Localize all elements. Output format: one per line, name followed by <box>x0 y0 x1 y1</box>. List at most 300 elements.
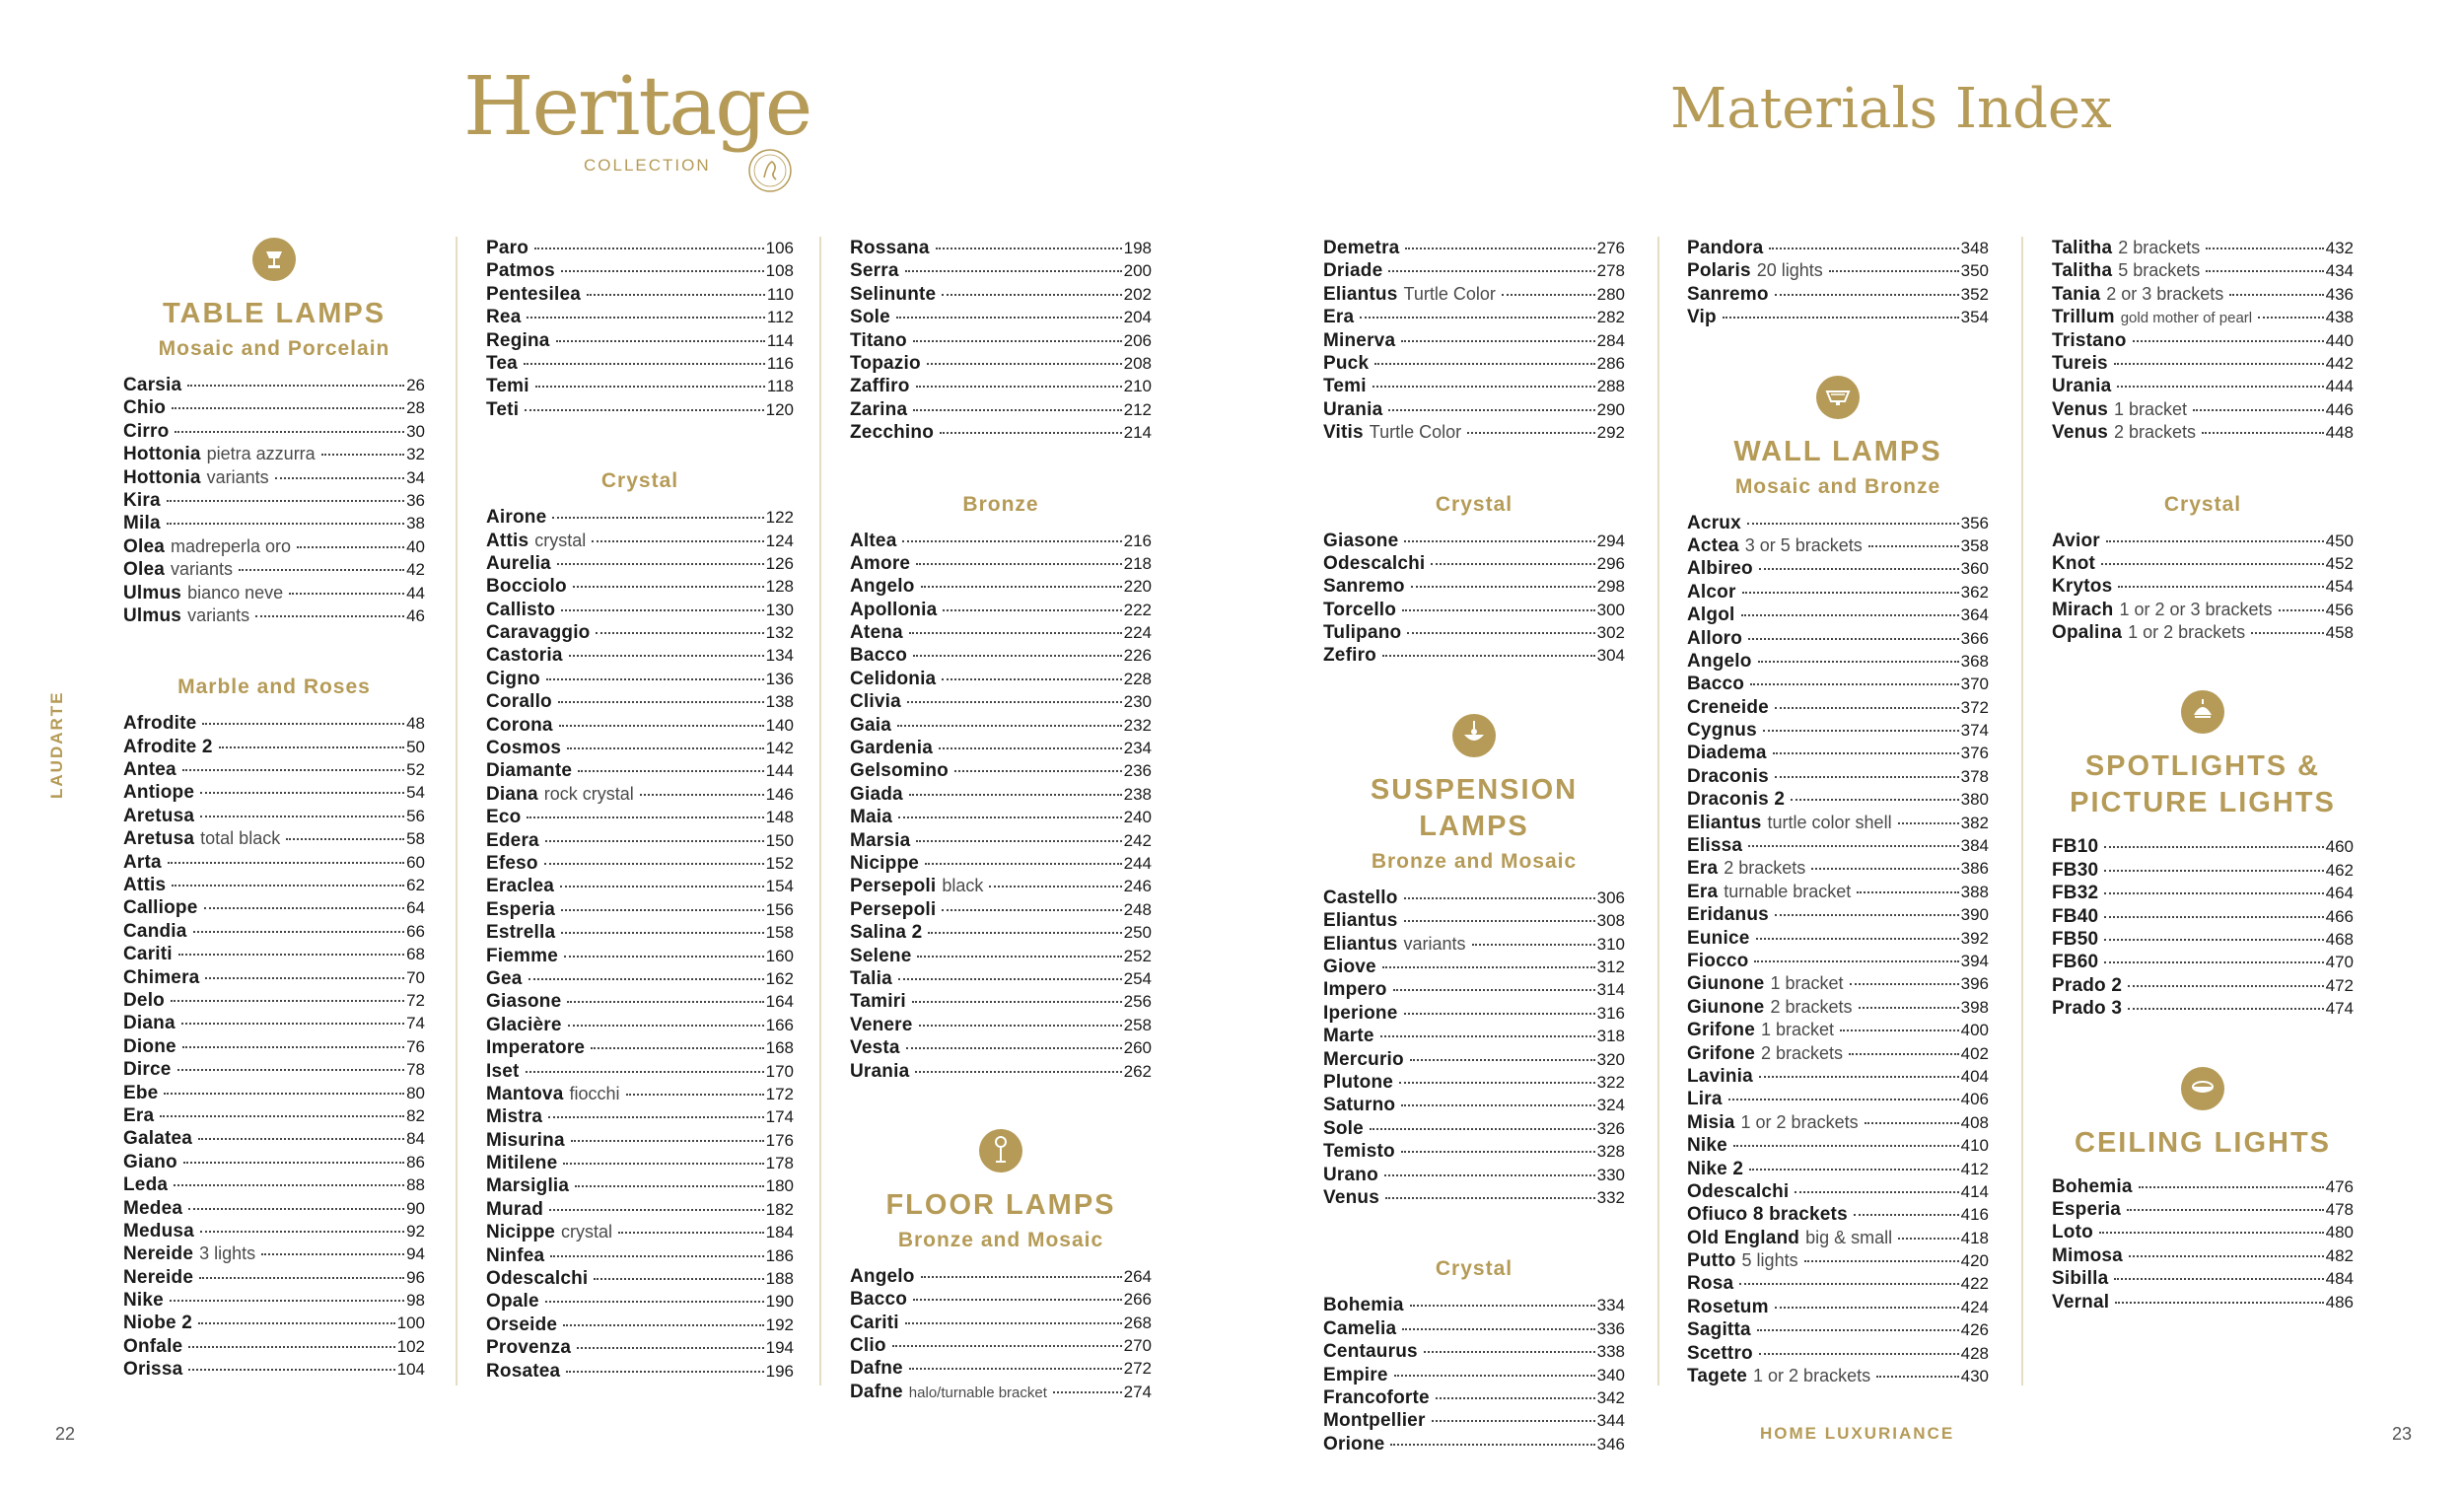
index-entry[interactable] <box>850 690 1152 713</box>
index-entry[interactable] <box>850 1334 1152 1357</box>
index-entry[interactable] <box>486 1060 794 1083</box>
index-entry[interactable] <box>850 530 1152 552</box>
product-name: Torcello <box>1323 599 1397 620</box>
index-entry[interactable] <box>2052 575 2354 598</box>
index-entry[interactable] <box>1687 857 1989 880</box>
index-entry[interactable] <box>123 1220 425 1242</box>
index-entry[interactable] <box>486 668 794 690</box>
index-entry[interactable] <box>2052 1175 2354 1198</box>
index-entry[interactable] <box>1687 1042 1989 1065</box>
index-entry[interactable] <box>1687 996 1989 1019</box>
index-entry[interactable] <box>123 443 425 465</box>
index-entry[interactable] <box>1323 398 1625 421</box>
index-entry[interactable] <box>1687 927 1989 950</box>
index-entry[interactable] <box>850 875 1152 897</box>
index-entry[interactable] <box>1687 1272 1989 1295</box>
index-entry[interactable] <box>1323 1025 1625 1047</box>
index-entry[interactable] <box>486 398 794 421</box>
dot-leader <box>915 1071 1121 1073</box>
index-entry[interactable] <box>123 1289 425 1312</box>
index-entry[interactable] <box>123 781 425 804</box>
index-entry[interactable] <box>123 1242 425 1265</box>
index-entry[interactable] <box>486 1152 794 1174</box>
index-entry[interactable] <box>486 852 794 875</box>
product-name: Dafne <box>850 1381 903 1402</box>
index-entry[interactable] <box>850 375 1152 397</box>
page-ref: 96 <box>406 1267 425 1287</box>
index-entry[interactable] <box>123 420 425 443</box>
index-entry[interactable] <box>1687 1019 1989 1041</box>
index-entry[interactable] <box>850 306 1152 328</box>
index-entry[interactable] <box>123 604 425 627</box>
index-entry[interactable] <box>123 1127 425 1150</box>
index-entry[interactable] <box>850 783 1152 806</box>
index-entry[interactable] <box>1687 950 1989 972</box>
product-name: Tureis <box>2052 352 2108 374</box>
dot-leader <box>2104 916 2323 918</box>
index-entry[interactable] <box>2052 237 2354 259</box>
index-entry[interactable] <box>850 737 1152 759</box>
product-name: Sibilla <box>2052 1268 2109 1290</box>
index-entry[interactable] <box>123 1312 425 1334</box>
index-entry[interactable] <box>850 421 1152 444</box>
product-name: Glacière <box>486 1014 562 1035</box>
index-entry[interactable] <box>850 398 1152 421</box>
product-name: Dafne <box>850 1358 903 1380</box>
product-name: Demetra <box>1323 238 1400 258</box>
index-entry[interactable] <box>1323 530 1625 552</box>
index-entry[interactable] <box>123 1082 425 1104</box>
dot-leader <box>1380 1035 1595 1037</box>
index-entry[interactable] <box>1687 1342 1989 1365</box>
index-entry[interactable] <box>486 552 794 575</box>
dot-leader <box>1384 1174 1595 1176</box>
index-entry[interactable] <box>2052 1244 2354 1267</box>
product-name: FB50 <box>2052 929 2099 951</box>
index-entry[interactable] <box>123 1335 425 1358</box>
product-name: Mimosa <box>2052 1244 2123 1266</box>
index-entry[interactable] <box>1323 352 1625 375</box>
index-entry[interactable] <box>123 558 425 581</box>
index-entry[interactable] <box>486 945 794 967</box>
index-entry[interactable] <box>1323 1094 1625 1116</box>
index-entry[interactable] <box>486 806 794 828</box>
index-section <box>1323 237 1625 445</box>
index-entry[interactable] <box>1687 259 1989 282</box>
index-entry[interactable] <box>486 1336 794 1359</box>
index-entry[interactable] <box>123 851 425 874</box>
index-entry[interactable] <box>2052 329 2354 352</box>
index-entry[interactable] <box>486 1221 794 1243</box>
index-entry[interactable] <box>850 329 1152 352</box>
index-entry[interactable] <box>2052 997 2354 1020</box>
index-entry[interactable] <box>850 575 1152 598</box>
product-variant: fiocchi <box>569 1083 620 1103</box>
index-entry[interactable] <box>123 396 425 419</box>
index-entry[interactable] <box>1323 329 1625 352</box>
index-entry[interactable] <box>2052 283 2354 306</box>
index-entry[interactable] <box>850 283 1152 306</box>
index-entry[interactable] <box>850 1312 1152 1334</box>
index-entry[interactable] <box>1687 1065 1989 1088</box>
index-entry[interactable] <box>2052 398 2354 421</box>
index-entry[interactable] <box>486 759 794 782</box>
dot-leader <box>2101 563 2324 565</box>
index-entry[interactable] <box>123 805 425 827</box>
index-entry[interactable] <box>2052 882 2354 904</box>
index-entry[interactable] <box>486 375 794 397</box>
index-entry[interactable] <box>1687 765 1989 788</box>
index-entry[interactable] <box>486 352 794 375</box>
index-entry[interactable] <box>1687 534 1989 557</box>
product-name: FB10 <box>2052 836 2099 858</box>
dot-leader <box>942 294 1121 296</box>
product-name: Onfale <box>123 1335 183 1357</box>
index-entry[interactable] <box>1687 1088 1989 1110</box>
index-entry[interactable] <box>2052 905 2354 928</box>
index-entry[interactable] <box>1687 812 1989 834</box>
index-entry[interactable] <box>1687 1296 1989 1318</box>
index-entry[interactable] <box>486 690 794 713</box>
index-entry[interactable] <box>123 512 425 534</box>
index-entry[interactable] <box>1323 1317 1625 1340</box>
index-entry[interactable] <box>123 1035 425 1058</box>
product-name: Sole <box>850 307 890 328</box>
index-entry[interactable] <box>123 758 425 781</box>
index-entry[interactable] <box>850 352 1152 375</box>
dot-leader <box>219 746 404 748</box>
index-entry[interactable] <box>486 283 794 306</box>
index-entry[interactable] <box>1323 956 1625 978</box>
index-entry[interactable] <box>2052 375 2354 397</box>
index-entry[interactable] <box>486 1198 794 1221</box>
dot-leader <box>1850 983 1959 985</box>
index-entry[interactable] <box>123 582 425 604</box>
index-entry[interactable] <box>2052 352 2354 375</box>
page-ref: 206 <box>1123 330 1152 350</box>
index-entry[interactable] <box>1323 575 1625 598</box>
index-entry[interactable] <box>1323 1186 1625 1209</box>
page-ref: 456 <box>2325 600 2354 619</box>
index-entry[interactable] <box>1323 375 1625 397</box>
index-entry[interactable] <box>850 1060 1152 1083</box>
index-entry[interactable] <box>123 489 425 512</box>
index-entry[interactable] <box>123 712 425 735</box>
index-entry[interactable] <box>1687 1227 1989 1249</box>
index-entry[interactable] <box>850 829 1152 852</box>
product-name: Olea <box>123 559 165 581</box>
dot-leader <box>561 909 764 911</box>
index-entry[interactable] <box>486 967 794 990</box>
index-entry[interactable] <box>1323 1071 1625 1094</box>
page-ref: 448 <box>2325 423 2354 443</box>
dot-leader <box>2229 294 2323 296</box>
index-section <box>1323 1209 1625 1456</box>
index-entry[interactable] <box>1687 1134 1989 1157</box>
product-name: Apollonia <box>850 599 938 620</box>
index-entry[interactable] <box>1323 1294 1625 1316</box>
index-entry[interactable] <box>2052 859 2354 882</box>
index-entry[interactable] <box>486 575 794 598</box>
index-entry[interactable] <box>850 990 1152 1013</box>
index-entry[interactable] <box>123 1151 425 1173</box>
page-ref: 452 <box>2325 553 2354 573</box>
index-entry[interactable] <box>1323 421 1625 444</box>
index-entry[interactable] <box>123 1358 425 1381</box>
index-entry[interactable] <box>850 599 1152 621</box>
index-entry[interactable] <box>486 737 794 759</box>
index-entry[interactable] <box>2052 1291 2354 1314</box>
index-entry[interactable] <box>1687 972 1989 995</box>
index-entry[interactable] <box>486 1360 794 1383</box>
index-entry[interactable] <box>2052 259 2354 282</box>
dot-leader <box>564 956 764 958</box>
index-entry[interactable] <box>486 329 794 352</box>
index-entry[interactable] <box>123 989 425 1012</box>
index-entry[interactable] <box>1323 306 1625 328</box>
index-entry[interactable] <box>1323 599 1625 621</box>
index-entry[interactable] <box>850 237 1152 259</box>
index-entry[interactable] <box>1687 1249 1989 1272</box>
index-entry[interactable] <box>123 920 425 943</box>
index-entry[interactable] <box>1323 1364 1625 1386</box>
index-entry[interactable] <box>2052 835 2354 858</box>
index-entry[interactable] <box>486 1129 794 1152</box>
index-entry[interactable] <box>123 466 425 489</box>
index-entry[interactable] <box>850 1357 1152 1380</box>
page-ref: 124 <box>765 531 794 550</box>
index-entry[interactable] <box>1323 1048 1625 1071</box>
index-entry[interactable] <box>1687 283 1989 306</box>
index-entry[interactable] <box>2052 974 2354 997</box>
index-entry[interactable] <box>486 1036 794 1059</box>
page-ref: 276 <box>1596 239 1625 257</box>
index-entry[interactable] <box>486 1290 794 1313</box>
page-ref: 400 <box>1960 1021 1989 1040</box>
index-entry[interactable] <box>1323 1117 1625 1140</box>
product-name: Cygnus <box>1687 720 1757 742</box>
index-entry[interactable] <box>486 1314 794 1336</box>
index-entry[interactable] <box>1323 933 1625 956</box>
index-entry[interactable] <box>1687 1111 1989 1134</box>
index-entry[interactable] <box>850 552 1152 575</box>
index-entry[interactable] <box>2052 928 2354 951</box>
product-name: Lira <box>1687 1089 1723 1110</box>
page-ref: 222 <box>1123 600 1152 619</box>
index-entry[interactable] <box>850 759 1152 782</box>
index-entry[interactable] <box>850 644 1152 667</box>
dot-leader <box>592 540 763 542</box>
index-entry[interactable] <box>2052 421 2354 444</box>
page-ref: 410 <box>1960 1136 1989 1156</box>
index-entry[interactable] <box>2052 621 2354 644</box>
index-entry[interactable] <box>1323 1409 1625 1432</box>
index-entry[interactable] <box>486 1014 794 1036</box>
index-entry[interactable] <box>486 875 794 897</box>
page-ref: 174 <box>765 1107 794 1127</box>
index-entry[interactable] <box>850 921 1152 944</box>
index-entry[interactable] <box>2052 1198 2354 1221</box>
page-ref: 238 <box>1123 784 1152 804</box>
index-entry[interactable] <box>1323 1433 1625 1456</box>
index-entry[interactable] <box>486 898 794 921</box>
index-entry[interactable] <box>1323 1140 1625 1163</box>
index-entry[interactable] <box>123 943 425 965</box>
dot-leader <box>936 248 1122 249</box>
index-entry[interactable] <box>1687 650 1989 673</box>
page-ref: 82 <box>406 1105 425 1125</box>
index-entry[interactable] <box>486 990 794 1013</box>
index-entry[interactable] <box>486 1083 794 1105</box>
index-entry[interactable] <box>2052 599 2354 621</box>
index-entry[interactable] <box>123 896 425 919</box>
dot-leader <box>1399 1082 1595 1084</box>
index-entry[interactable] <box>1323 909 1625 932</box>
index-entry[interactable] <box>1687 557 1989 580</box>
index-entry[interactable] <box>123 966 425 989</box>
page-ref: 248 <box>1123 899 1152 919</box>
index-entry[interactable] <box>1323 1002 1625 1025</box>
index-entry[interactable] <box>123 1173 425 1196</box>
index-entry[interactable] <box>1687 719 1989 742</box>
index-entry[interactable] <box>1323 259 1625 282</box>
index-entry[interactable] <box>1687 306 1989 328</box>
index-entry[interactable] <box>486 829 794 852</box>
index-entry[interactable] <box>1323 552 1625 575</box>
product-name: Maia <box>850 807 893 828</box>
page-ref: 168 <box>765 1038 794 1058</box>
index-entry[interactable] <box>1687 742 1989 764</box>
index-entry[interactable] <box>1687 1180 1989 1203</box>
index-entry[interactable] <box>2052 951 2354 973</box>
index-entry[interactable] <box>1323 978 1625 1001</box>
dot-leader <box>1393 989 1595 991</box>
dot-leader <box>1370 1128 1595 1130</box>
index-entry[interactable] <box>486 237 794 259</box>
index-entry[interactable] <box>123 827 425 850</box>
index-entry[interactable] <box>486 1105 794 1128</box>
index-entry[interactable] <box>2052 306 2354 328</box>
index-entry[interactable] <box>123 874 425 896</box>
index-entry[interactable] <box>850 1265 1152 1288</box>
index-entry[interactable] <box>123 1197 425 1220</box>
product-name: Selene <box>850 945 912 966</box>
product-name: Celidonia <box>850 668 937 689</box>
index-entry[interactable] <box>1687 1203 1989 1226</box>
index-entry[interactable] <box>1687 834 1989 857</box>
index-entry[interactable] <box>850 1288 1152 1311</box>
index-column <box>486 237 794 1383</box>
index-entry[interactable] <box>1323 237 1625 259</box>
index-entry[interactable] <box>850 714 1152 737</box>
index-entry[interactable] <box>1687 881 1989 903</box>
index-entry[interactable] <box>123 374 425 396</box>
index-entry[interactable] <box>123 1266 425 1289</box>
index-entry[interactable] <box>486 1174 794 1197</box>
product-name: Mila <box>123 513 161 534</box>
index-entry[interactable] <box>2052 530 2354 552</box>
index-entry[interactable] <box>850 1381 1152 1403</box>
index-entry[interactable] <box>486 921 794 944</box>
index-entry[interactable] <box>123 736 425 758</box>
index-entry[interactable] <box>123 535 425 558</box>
index-entry[interactable] <box>1687 788 1989 811</box>
index-entry[interactable] <box>123 1104 425 1127</box>
product-name: Zecchino <box>850 422 935 444</box>
index-entry[interactable] <box>850 852 1152 875</box>
index-entry[interactable] <box>1687 673 1989 695</box>
index-entry[interactable] <box>1687 512 1989 534</box>
index-entry[interactable] <box>850 806 1152 828</box>
index-entry[interactable] <box>1687 627 1989 650</box>
index-entry[interactable] <box>1323 621 1625 644</box>
index-entry[interactable] <box>486 506 794 529</box>
index-entry[interactable] <box>486 644 794 667</box>
index-entry[interactable] <box>1687 604 1989 626</box>
index-entry[interactable] <box>1687 696 1989 719</box>
index-entry[interactable] <box>850 967 1152 990</box>
product-name: Eliantus <box>1687 812 1762 833</box>
index-entry[interactable] <box>2052 1267 2354 1290</box>
index-entry[interactable] <box>850 668 1152 690</box>
index-entry[interactable] <box>486 621 794 644</box>
index-entry[interactable] <box>486 259 794 282</box>
page-ref: 458 <box>2325 623 2354 643</box>
index-entry[interactable] <box>486 783 794 806</box>
page-ref: 318 <box>1596 1027 1625 1046</box>
index-entry[interactable] <box>486 1244 794 1267</box>
page-ref: 430 <box>1960 1367 1989 1386</box>
index-entry[interactable] <box>850 898 1152 921</box>
index-entry[interactable] <box>1323 644 1625 667</box>
index-entry[interactable] <box>1687 1318 1989 1341</box>
index-entry[interactable] <box>1687 1365 1989 1387</box>
index-entry[interactable] <box>850 1014 1152 1036</box>
index-entry[interactable] <box>1323 1164 1625 1186</box>
index-entry[interactable] <box>1687 903 1989 926</box>
product-name: Orissa <box>123 1359 183 1381</box>
index-entry[interactable] <box>850 621 1152 644</box>
index-entry[interactable] <box>1687 1158 1989 1180</box>
index-entry[interactable] <box>2052 1221 2354 1243</box>
index-entry[interactable] <box>850 259 1152 282</box>
index-entry[interactable] <box>486 1267 794 1290</box>
dot-leader <box>1748 638 1959 640</box>
page-ref: 414 <box>1960 1181 1989 1201</box>
index-entry[interactable] <box>1687 581 1989 604</box>
product-name: Antiope <box>123 782 195 804</box>
dot-leader <box>939 747 1122 749</box>
index-entry[interactable] <box>850 1036 1152 1059</box>
page-ref: 272 <box>1123 1359 1152 1379</box>
index-entry[interactable] <box>1323 1386 1625 1409</box>
index-entry[interactable] <box>486 306 794 328</box>
index-entry[interactable] <box>1323 283 1625 306</box>
index-entry[interactable] <box>123 1012 425 1034</box>
index-entry[interactable] <box>2052 552 2354 575</box>
index-entry[interactable] <box>1687 237 1989 259</box>
index-entry[interactable] <box>1323 1340 1625 1363</box>
index-entry[interactable] <box>850 945 1152 967</box>
index-entry[interactable] <box>486 714 794 737</box>
index-entry[interactable] <box>123 1058 425 1081</box>
index-entry[interactable] <box>1323 887 1625 909</box>
dot-leader <box>1775 707 1959 709</box>
index-entry[interactable] <box>486 530 794 552</box>
page-ref: 94 <box>406 1244 425 1264</box>
dot-leader <box>1402 1328 1594 1330</box>
index-entry[interactable] <box>486 599 794 621</box>
